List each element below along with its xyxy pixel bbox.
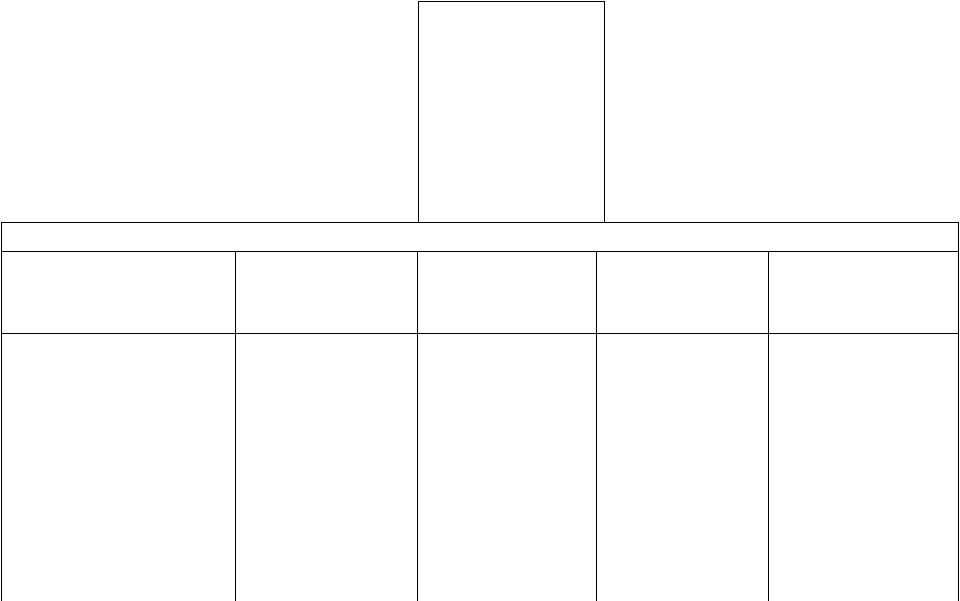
- table-border-top: [1, 222, 959, 223]
- table-border-top-cell-left: [418, 1, 419, 223]
- table-border-top-cell-right: [604, 1, 605, 223]
- column-divider-1: [235, 251, 236, 601]
- table-border-right: [958, 222, 959, 601]
- table-border-top-cell-top: [418, 1, 605, 2]
- column-divider-2: [417, 251, 418, 601]
- table-border-grade: [1, 251, 959, 252]
- column-divider-4: [768, 251, 769, 601]
- cell-grammar-vocabulary: [604, 342, 767, 601]
- cell-listening-reading: [10, 342, 234, 601]
- table-border-header: [1, 333, 959, 334]
- cell-speaking: [249, 342, 416, 601]
- cell-other-skills: [779, 342, 957, 601]
- table-border-left: [1, 222, 2, 601]
- column-divider-3: [596, 251, 597, 601]
- cell-writing: [428, 342, 595, 601]
